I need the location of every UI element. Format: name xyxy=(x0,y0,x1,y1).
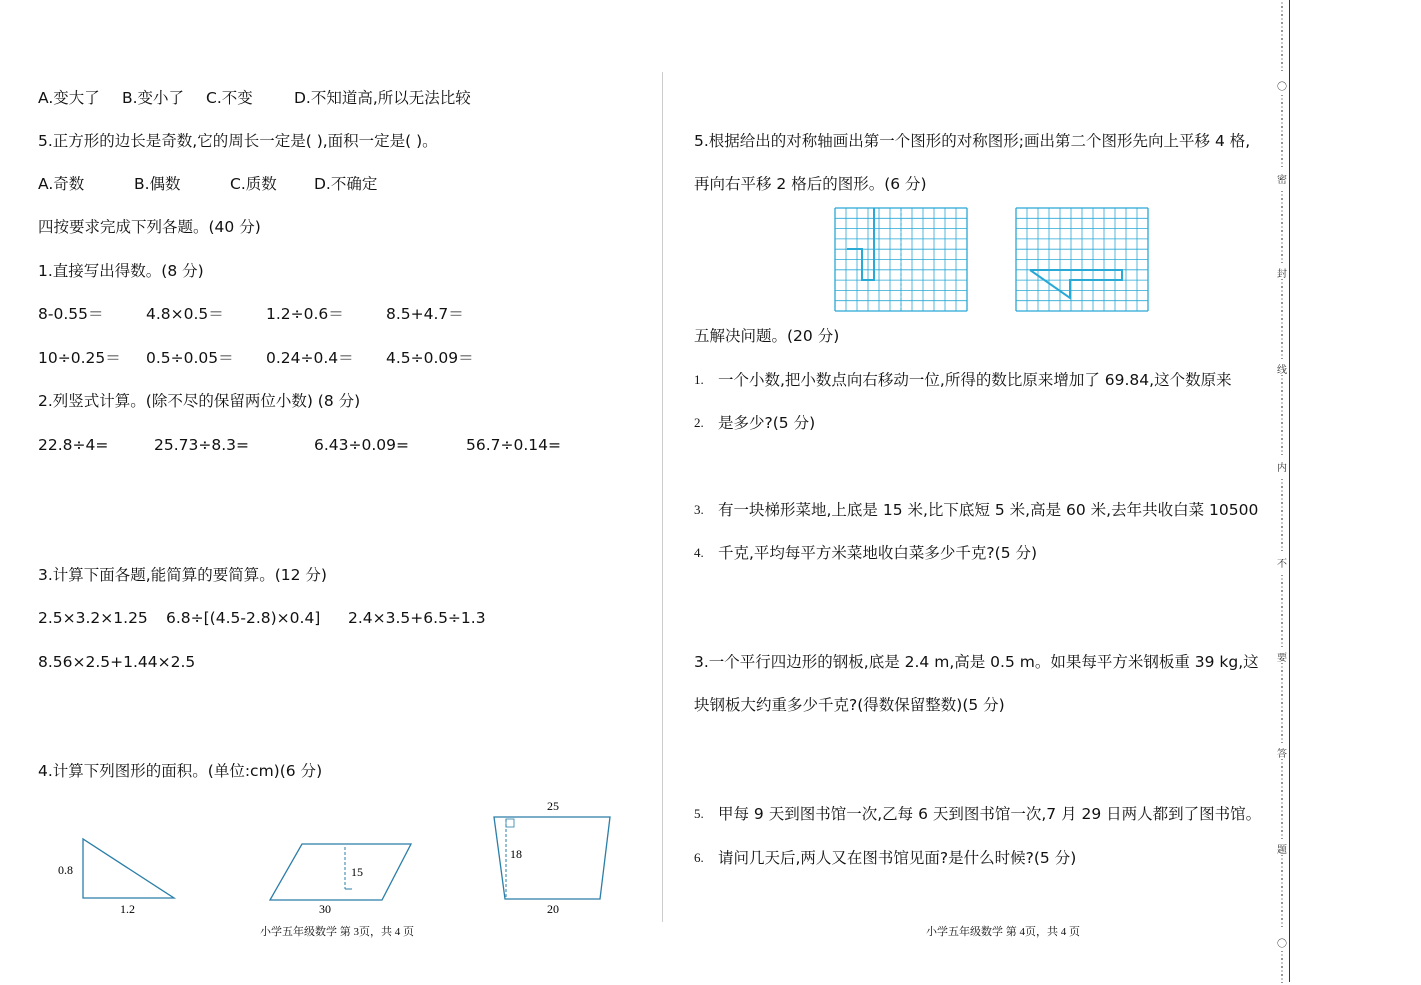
parallelogram-height-label: 15 xyxy=(351,865,363,879)
binding-dot: ⋮ xyxy=(1277,22,1287,33)
item-number: 6. xyxy=(694,850,704,865)
binding-dot: ⋮ xyxy=(1277,870,1287,881)
simplify-item: 2.5×3.2×1.25 xyxy=(38,609,148,627)
binding-dot: ⋮ xyxy=(1277,222,1287,233)
item-text: 千克,平均每平方米菜地收白菜多少千克?(5 分) xyxy=(718,544,1038,562)
binding-dot: ⋮ xyxy=(1277,622,1287,633)
binding-label: 线 xyxy=(1277,365,1287,376)
binding-dot: ⋮ xyxy=(1277,334,1287,345)
item-text: 一个小数,把小数点向右移动一位,所得的数比原来增加了 69.84,这个数原来 xyxy=(718,371,1232,389)
binding-dot: ⋮ xyxy=(1277,798,1287,809)
binding-dot: ⋮ xyxy=(1277,46,1287,57)
r-q5-line1: 5.根据给出的对称轴画出第一个图形的对称图形;画出第二个图形先向上平移 4 格, xyxy=(694,132,1251,150)
simplify-item: 6.8÷[(4.5-2.8)×0.4] xyxy=(166,609,321,627)
binding-dot: ⋮ xyxy=(1277,374,1287,385)
binding-dot: ⋮ xyxy=(1277,278,1287,289)
binding-dot: ⋮ xyxy=(1277,510,1287,521)
calc-item: 4.8×0.5＝ xyxy=(146,305,224,323)
binding-dot: ⋮ xyxy=(1277,430,1287,441)
vertical-calc-item: 25.73÷8.3= xyxy=(154,436,249,454)
binding-dot: ⋮ xyxy=(1277,126,1287,137)
binding-dot: ⋮ xyxy=(1277,38,1287,49)
binding-dot: ⋮ xyxy=(1277,398,1287,409)
q5-option-a: A.奇数 xyxy=(38,175,85,193)
binding-dot: ⋮ xyxy=(1277,110,1287,121)
trapezoid-bottom-label: 20 xyxy=(547,902,559,916)
prev-option-d: D.不知道高,所以无法比较 xyxy=(294,89,471,107)
binding-label: 要 xyxy=(1277,653,1287,664)
binding-dot: ⋮ xyxy=(1277,406,1287,417)
trapezoid-height-label: 18 xyxy=(510,847,522,861)
binding-dot: ⋮ xyxy=(1277,774,1287,785)
binding-dot: ⋮ xyxy=(1277,446,1287,457)
s4-q2-title: 2.列竖式计算。(除不尽的保留两位小数) (8 分) xyxy=(38,392,361,410)
binding-dot: ⋮ xyxy=(1277,702,1287,713)
binding-dot: ⋮ xyxy=(1277,726,1287,737)
binding-label: 〇 xyxy=(1277,82,1287,93)
binding-dot: ⋮ xyxy=(1277,814,1287,825)
binding-dot: ⋮ xyxy=(1277,54,1287,65)
prev-option-a: A.变大了 xyxy=(38,89,100,107)
simplify-item: 2.4×3.5+6.5÷1.3 xyxy=(348,609,486,627)
shape-two xyxy=(1030,270,1122,298)
grid-drawing xyxy=(830,205,1155,315)
binding-dot: ⋮ xyxy=(1277,294,1287,305)
parallelogram-base-label: 30 xyxy=(319,902,331,916)
triangle-base-label: 1.2 xyxy=(120,902,135,916)
item-text: 请问几天后,两人又在图书馆见面?是什么时候?(5 分) xyxy=(718,849,1077,867)
binding-dot: ⋮ xyxy=(1277,0,1287,9)
item-text: 有一块梯形菜地,上底是 15 米,比下底短 5 米,高是 60 米,去年共收白菜 10500 xyxy=(718,501,1259,519)
calc-item: 0.24÷0.4＝ xyxy=(266,349,354,367)
area-figures xyxy=(40,795,640,920)
trapezoid-figure xyxy=(494,799,610,916)
calc-item: 0.5÷0.05＝ xyxy=(146,349,234,367)
binding-label: 〇 xyxy=(1277,939,1287,950)
binding-dot: ⋮ xyxy=(1277,310,1287,321)
binding-dot: ⋮ xyxy=(1277,694,1287,705)
item-number: 1. xyxy=(694,372,704,387)
binding-dot: ⋮ xyxy=(1277,878,1287,889)
binding-dot: ⋮ xyxy=(1277,782,1287,793)
binding-label: 答 xyxy=(1277,749,1287,760)
binding-dot: ⋮ xyxy=(1277,686,1287,697)
binding-dot: ⋮ xyxy=(1277,854,1287,865)
binding-dot: ⋮ xyxy=(1277,102,1287,113)
binding-dot: ⋮ xyxy=(1277,966,1287,977)
binding-dot: ⋮ xyxy=(1277,638,1287,649)
binding-dot: ⋮ xyxy=(1277,286,1287,297)
binding-dot: ⋮ xyxy=(1277,710,1287,721)
calc-item: 4.5÷0.09＝ xyxy=(386,349,474,367)
binding-dot: ⋮ xyxy=(1277,958,1287,969)
s4-q1-title: 1.直接写出得数。(8 分) xyxy=(38,262,204,280)
binding-dot: ⋮ xyxy=(1277,518,1287,529)
binding-dot: ⋮ xyxy=(1277,902,1287,913)
section-5-title: 五解决问题。(20 分) xyxy=(694,327,840,345)
binding-dot: ⋮ xyxy=(1277,158,1287,169)
shape-one xyxy=(847,208,874,280)
binding-dot: ⋮ xyxy=(1277,150,1287,161)
binding-dot: ⋮ xyxy=(1277,918,1287,929)
q5-option-c: C.质数 xyxy=(230,175,277,193)
binding-dot: ⋮ xyxy=(1277,606,1287,617)
item-number: 5. xyxy=(694,806,704,821)
binding-dot: ⋮ xyxy=(1277,134,1287,145)
binding-margin xyxy=(1276,0,1287,985)
left-footer: 小学五年级数学 第 3页，共 4 页 xyxy=(260,926,414,938)
q5-option-b: B.偶数 xyxy=(134,175,181,193)
calc-item: 8.5+4.7＝ xyxy=(386,305,464,323)
s4-q4-title: 4.计算下列图形的面积。(单位:cm)(6 分) xyxy=(38,762,323,780)
binding-dot: ⋮ xyxy=(1277,118,1287,129)
item-text: 是多少?(5 分) xyxy=(718,414,816,432)
binding-dot: ⋮ xyxy=(1277,390,1287,401)
binding-dot: ⋮ xyxy=(1277,718,1287,729)
binding-dot: ⋮ xyxy=(1277,422,1287,433)
binding-dot: ⋮ xyxy=(1277,198,1287,209)
binding-label: 不 xyxy=(1277,559,1287,570)
binding-dot: ⋮ xyxy=(1277,342,1287,353)
binding-label: 内 xyxy=(1277,463,1287,474)
binding-dot: ⋮ xyxy=(1277,318,1287,329)
binding-dot: ⋮ xyxy=(1277,350,1287,361)
binding-dot: ⋮ xyxy=(1277,62,1287,73)
binding-dot: ⋮ xyxy=(1277,886,1287,897)
item-number: 3. xyxy=(694,502,704,517)
binding-dot: ⋮ xyxy=(1277,6,1287,17)
binding-dot: ⋮ xyxy=(1277,806,1287,817)
s4-q3-title: 3.计算下面各题,能简算的要简算。(12 分) xyxy=(38,566,327,584)
right-triangle-figure xyxy=(58,839,174,916)
p3-line2: 块钢板大约重多少千克?(得数保留整数)(5 分) xyxy=(694,696,1005,714)
prev-option-c: C.不变 xyxy=(206,89,253,107)
binding-dot: ⋮ xyxy=(1277,542,1287,553)
p3-line1: 3.一个平行四边形的钢板,底是 2.4 m,高是 0.5 m。如果每平方米钢板重 39 kg,这 xyxy=(694,653,1259,671)
binding-dot: ⋮ xyxy=(1277,950,1287,961)
binding-dot: ⋮ xyxy=(1277,910,1287,921)
binding-label: 题 xyxy=(1277,845,1287,856)
translation-grid xyxy=(1016,208,1148,311)
binding-dot: ⋮ xyxy=(1277,574,1287,585)
binding-dot: ⋮ xyxy=(1277,670,1287,681)
binding-dot: ⋮ xyxy=(1277,598,1287,609)
binding-dot: ⋮ xyxy=(1277,894,1287,905)
binding-dot: ⋮ xyxy=(1277,494,1287,505)
binding-dot: ⋮ xyxy=(1277,630,1287,641)
question-5: 5.正方形的边长是奇数,它的周长一定是( ),面积一定是( )。 xyxy=(38,132,438,150)
binding-dot: ⋮ xyxy=(1277,414,1287,425)
binding-dot: ⋮ xyxy=(1277,614,1287,625)
section-4-title: 四按要求完成下列各题。(40 分) xyxy=(38,218,261,236)
binding-dot: ⋮ xyxy=(1277,502,1287,513)
r-q5-line2: 再向右平移 2 格后的图形。(6 分) xyxy=(694,175,927,193)
binding-dot: ⋮ xyxy=(1277,582,1287,593)
trapezoid-top-label: 25 xyxy=(547,799,559,813)
right-footer: 小学五年级数学 第 4页，共 4 页 xyxy=(926,926,1080,938)
binding-dot: ⋮ xyxy=(1277,974,1287,985)
binding-dot: ⋮ xyxy=(1277,230,1287,241)
binding-dot: ⋮ xyxy=(1277,862,1287,873)
binding-dot: ⋮ xyxy=(1277,822,1287,833)
calc-item: 10÷0.25＝ xyxy=(38,349,121,367)
binding-dot: ⋮ xyxy=(1277,438,1287,449)
binding-dot: ⋮ xyxy=(1277,734,1287,745)
binding-dot: ⋮ xyxy=(1277,246,1287,257)
vertical-calc-item: 56.7÷0.14= xyxy=(466,436,561,454)
binding-dot: ⋮ xyxy=(1277,238,1287,249)
binding-dot: ⋮ xyxy=(1277,214,1287,225)
binding-dot: ⋮ xyxy=(1277,766,1287,777)
vertical-calc-item: 6.43÷0.09= xyxy=(314,436,409,454)
parallelogram-figure xyxy=(270,844,411,916)
item-text: 甲每 9 天到图书馆一次,乙每 6 天到图书馆一次,7 月 29 日两人都到了图书馆。 xyxy=(718,805,1262,823)
binding-dot: ⋮ xyxy=(1277,534,1287,545)
binding-label: 密 xyxy=(1277,175,1287,186)
binding-dot: ⋮ xyxy=(1277,326,1287,337)
binding-dot: ⋮ xyxy=(1277,790,1287,801)
vertical-calc-item: 22.8÷4= xyxy=(38,436,109,454)
prev-option-b: B.变小了 xyxy=(122,89,185,107)
binding-dot: ⋮ xyxy=(1277,478,1287,489)
binding-dot: ⋮ xyxy=(1277,302,1287,313)
q5-option-d: D.不确定 xyxy=(314,175,378,193)
binding-label: 封 xyxy=(1277,269,1287,280)
binding-dot: ⋮ xyxy=(1277,142,1287,153)
binding-dot: ⋮ xyxy=(1277,382,1287,393)
binding-dot: ⋮ xyxy=(1277,206,1287,217)
binding-line xyxy=(1289,0,1290,982)
binding-dot: ⋮ xyxy=(1277,830,1287,841)
item-number: 2. xyxy=(694,415,704,430)
binding-dot: ⋮ xyxy=(1277,30,1287,41)
binding-dot: ⋮ xyxy=(1277,526,1287,537)
binding-dot: ⋮ xyxy=(1277,662,1287,673)
binding-dot: ⋮ xyxy=(1277,486,1287,497)
binding-dot: ⋮ xyxy=(1277,758,1287,769)
triangle-side-label: 0.8 xyxy=(58,863,73,877)
page-divider xyxy=(662,72,663,922)
binding-dot: ⋮ xyxy=(1277,94,1287,105)
binding-dot: ⋮ xyxy=(1277,678,1287,689)
calc-item: 1.2÷0.6＝ xyxy=(266,305,344,323)
calc-item: 8-0.55＝ xyxy=(38,305,104,323)
simplify-item: 8.56×2.5+1.44×2.5 xyxy=(38,653,196,671)
binding-dot: ⋮ xyxy=(1277,254,1287,265)
binding-dot: ⋮ xyxy=(1277,14,1287,25)
binding-dot: ⋮ xyxy=(1277,190,1287,201)
item-number: 4. xyxy=(694,545,704,560)
binding-dot: ⋮ xyxy=(1277,590,1287,601)
